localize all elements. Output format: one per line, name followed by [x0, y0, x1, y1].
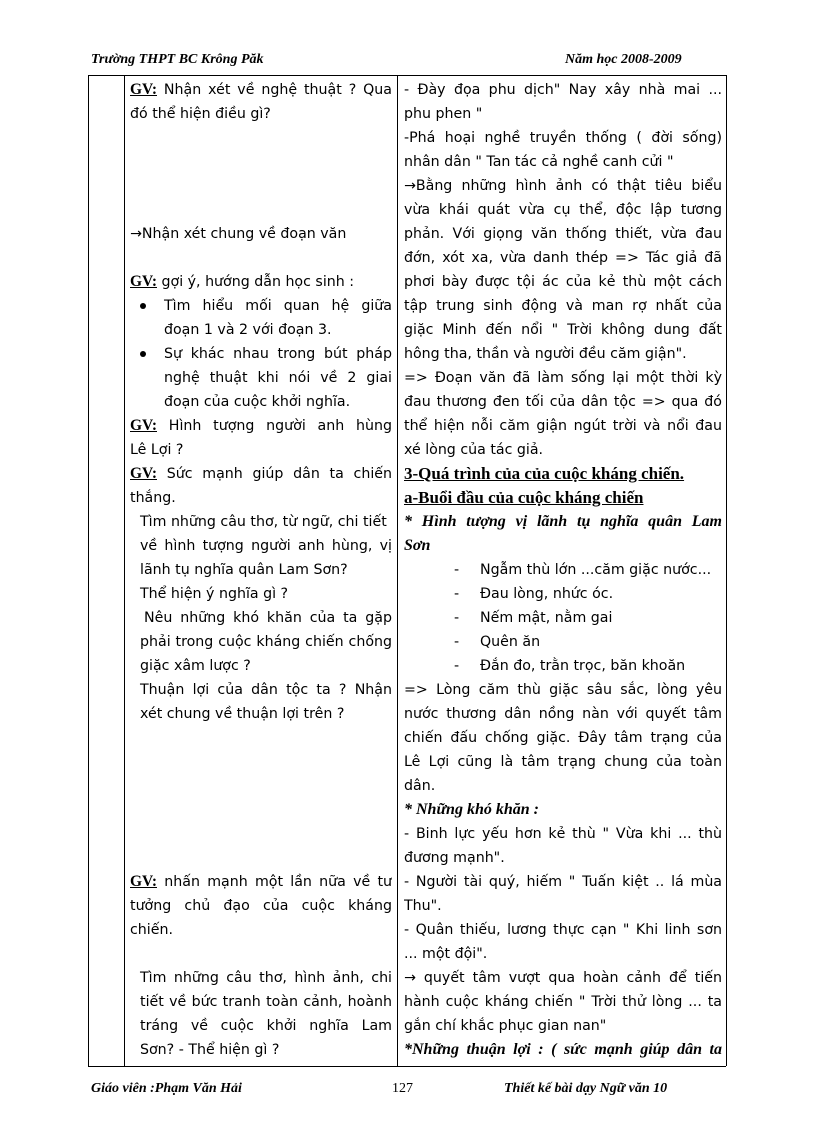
table-divider-1	[124, 75, 125, 1066]
text-line: GV: gợi ý, hướng dẫn học sinh :	[130, 273, 355, 290]
text-line: về hình tượng người anh hùng, vị	[140, 538, 392, 554]
text-line: gắn chí khắc phục gian nan"	[404, 1018, 607, 1034]
text-line: tiết về bức tranh toàn cảnh, hoành	[140, 994, 392, 1010]
text-line: GV: Nhận xét về nghệ thuật ? Qua	[130, 81, 392, 98]
subsection-title: *Những thuận lợi : ( sức mạnh giúp dân ta	[404, 1041, 722, 1058]
list-item: đoạn của cuộc khởi nghĩa.	[164, 394, 351, 410]
subsection-title: Sơn	[404, 537, 431, 554]
table-divider-2	[397, 75, 398, 1066]
text-line: Tìm những câu thơ, hình ảnh, chi	[140, 970, 392, 986]
text-line: thắng.	[130, 490, 176, 506]
section-heading: 3-Quá trình của của cuộc kháng chiến.	[404, 464, 685, 483]
table-bottom-border	[88, 1066, 726, 1067]
list-item: nghệ thuật khi nói về 2 giai	[164, 370, 392, 386]
text-line: Thu".	[404, 898, 442, 914]
subsection-heading: a-Buổi đầu của cuộc kháng chiến	[404, 488, 644, 507]
table-left-border	[88, 75, 89, 1066]
list-item: - Quên ăn	[454, 634, 541, 650]
list-item: - Nếm mật, nằm gai	[454, 610, 613, 626]
text-line: hành cuộc kháng chiến " Trời thử lòng ... ta	[404, 994, 722, 1010]
text-line: ... một đội".	[404, 946, 488, 962]
list-item: đoạn 1 và 2 với đoạn 3.	[164, 322, 332, 338]
text-line: Nêu những khó khăn của ta gặp	[144, 610, 392, 626]
text-line: - Người tài quý, hiếm " Tuấn kiệt .. lá mùa	[404, 874, 722, 890]
text-line: nhân dân " Tan tác cả nghề canh cửi "	[404, 154, 674, 170]
text-line: Thể hiện ý nghĩa gì ?	[140, 586, 289, 602]
text-line: đau thương đen tối của dân tộc => qua đó	[404, 394, 722, 410]
text-line: => Lòng căm thù giặc sâu sắc, lòng yêu	[404, 682, 722, 698]
content-column	[404, 78, 722, 1062]
page-number: 127	[392, 1081, 413, 1096]
list-item: - Ngẫm thù lớn ...căm giặc nước...	[454, 562, 712, 578]
text-line: - Binh lực yếu hơn kẻ thù " Vừa khi ... thù	[404, 826, 722, 842]
text-line: GV: Hình tượng người anh hùng	[130, 417, 392, 434]
subsection-title: * Những khó khăn :	[404, 801, 539, 818]
bullet-icon	[140, 351, 146, 357]
arrow-icon: →	[404, 178, 416, 194]
text-line: phu phen "	[404, 106, 483, 122]
text-line: thể hiện nỗi căm giận ngút trời và nổi đau	[404, 418, 722, 434]
list-item: - Đắn đo, trằn trọc, băn khoăn	[454, 658, 686, 674]
text-line: →Bằng những hình ảnh có thật tiêu biểu	[404, 174, 722, 198]
subsection-title: * Hình tượng vị lãnh tụ nghĩa quân Lam	[404, 513, 722, 530]
text-line: đương mạnh".	[404, 850, 505, 866]
list-item: - Đau lòng, nhức óc.	[454, 586, 614, 602]
text-line: → quyết tâm vượt qua hoàn cảnh để tiến	[404, 966, 722, 990]
text-line: phơi bày được tội ác của kẻ thù một cách	[404, 274, 722, 290]
text-line: tưởng chủ đạo của cuộc kháng	[130, 898, 392, 914]
text-line: GV: nhấn mạnh một lần nữa về tư	[130, 873, 392, 890]
text-line: giặc xâm lược ?	[140, 658, 251, 674]
text-line: Lê Lợi cũng là tâm trạng chung của toàn	[404, 754, 722, 770]
text-line: Lê Lợi ?	[130, 442, 184, 458]
header-school: Trường THPT BC Krông Păk	[91, 52, 264, 67]
header-year: Năm học 2008-2009	[565, 52, 682, 67]
text-line: -Phá hoại nghề truyền thống ( đời sống)	[404, 130, 722, 146]
text-line: giặc Minh đến nổi " Trời không dung đất	[404, 322, 722, 338]
list-item: Sự khác nhau trong bút pháp	[130, 342, 392, 366]
text-line: xét chung về thuận lợi trên ?	[140, 706, 345, 722]
text-line: lãnh tụ nghĩa quân Lam Sơn?	[140, 562, 348, 578]
text-line: xé lòng của tác giả.	[404, 442, 544, 458]
arrow-icon: →	[404, 970, 416, 986]
bullet-icon	[140, 303, 146, 309]
text-line: phản. Với giọng văn thống thiết, vừa đau	[404, 226, 722, 242]
text-line: vừa khái quát vừa cụ thể, độc lập tương	[404, 202, 722, 218]
teacher-activity-column	[130, 78, 392, 1062]
text-line: Sơn? - Thể hiện gì ?	[140, 1042, 280, 1058]
text-line: →Nhận xét chung về đoạn văn	[130, 222, 392, 246]
text-line: dân.	[404, 778, 436, 794]
text-line: phải trong cuộc kháng chiến chống	[140, 634, 392, 650]
text-line: - Đày đọa phu dịch" Nay xây nhà mai ...	[404, 82, 722, 98]
text-line: Tìm những câu thơ, từ ngữ, chi tiết	[140, 514, 387, 530]
text-line: - Quân thiếu, lương thực cạn " Khi linh sơn	[404, 922, 722, 938]
text-line: đớn, xót xa, vừa danh thép => Tác giả đã	[404, 250, 722, 266]
text-line: chiến.	[130, 922, 173, 938]
arrow-icon: →	[130, 226, 142, 242]
text-line: => Đoạn văn đã làm sống lại một thời kỳ	[404, 370, 722, 386]
text-line: Thuận lợi của dân tộc ta ? Nhận	[140, 682, 392, 698]
text-line: chiến đấu chống giặc. Đây tâm trạng của	[404, 730, 722, 746]
text-line: tráng về cuộc khởi nghĩa Lam	[140, 1018, 392, 1034]
footer-teacher: Giáo viên :Phạm Văn Hải	[91, 1081, 242, 1096]
list-item: Tìm hiểu mối quan hệ giữa	[130, 294, 392, 318]
text-line: GV: Sức mạnh giúp dân ta chiến	[130, 465, 392, 482]
text-line: hông tha, thần và người đều căm giận".	[404, 346, 687, 362]
table-top-border	[88, 75, 726, 76]
table-right-border	[726, 75, 727, 1066]
text-line: tập trung sinh động và man rợ nhất của	[404, 298, 722, 314]
text-line: đó thể hiện điều gì?	[130, 106, 271, 122]
footer-title: Thiết kế bài dạy Ngữ văn 10	[504, 1081, 668, 1096]
text-line: nước thương dân nồng nàn với quyết tâm	[404, 706, 722, 722]
